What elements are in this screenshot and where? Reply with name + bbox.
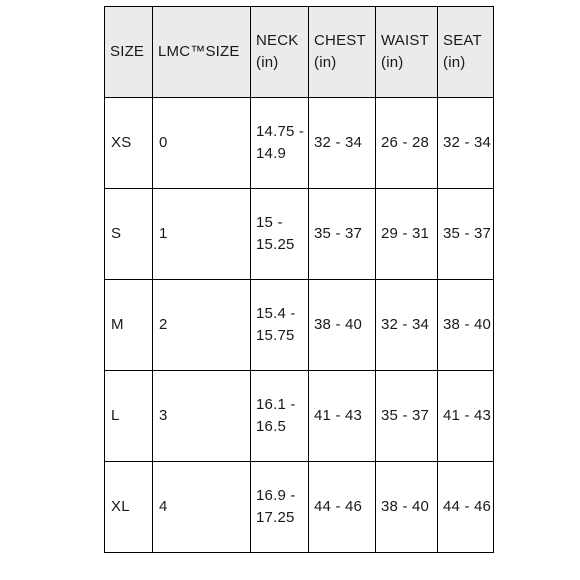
header-lmc-size: LMC™SIZE (153, 7, 251, 98)
table-row (105, 98, 494, 189)
header-row (105, 7, 494, 98)
cell-size: S (105, 189, 153, 280)
size-chart-table (104, 6, 494, 553)
cell-neck: 15.4 - 15.75 (251, 280, 309, 371)
header-size: SIZE (105, 7, 153, 98)
cell-neck: 15 - 15.25 (251, 189, 309, 280)
cell-size: L (105, 371, 153, 462)
cell-waist: 26 - 28 (376, 98, 438, 189)
table-row (105, 280, 494, 371)
header-waist: WAIST (in) (376, 7, 438, 98)
cell-seat: 41 - 43 (438, 371, 494, 462)
table-header (105, 7, 494, 98)
cell-seat: 44 - 46 (438, 462, 494, 553)
cell-seat: 38 - 40 (438, 280, 494, 371)
header-seat: SEAT (in) (438, 7, 494, 98)
cell-neck: 14.75 - 14.9 (251, 98, 309, 189)
cell-chest: 44 - 46 (309, 462, 376, 553)
cell-seat: 32 - 34 (438, 98, 494, 189)
cell-neck: 16.1 - 16.5 (251, 371, 309, 462)
cell-waist: 38 - 40 (376, 462, 438, 553)
cell-neck: 16.9 - 17.25 (251, 462, 309, 553)
table-row (105, 371, 494, 462)
cell-chest: 38 - 40 (309, 280, 376, 371)
cell-lmc-size: 3 (153, 371, 251, 462)
cell-waist: 29 - 31 (376, 189, 438, 280)
cell-lmc-size: 2 (153, 280, 251, 371)
cell-chest: 32 - 34 (309, 98, 376, 189)
table-row (105, 462, 494, 553)
cell-waist: 32 - 34 (376, 280, 438, 371)
cell-waist: 35 - 37 (376, 371, 438, 462)
cell-lmc-size: 4 (153, 462, 251, 553)
header-neck: NECK (in) (251, 7, 309, 98)
cell-lmc-size: 1 (153, 189, 251, 280)
table-body (105, 98, 494, 553)
cell-size: XS (105, 98, 153, 189)
cell-lmc-size: 0 (153, 98, 251, 189)
cell-size: M (105, 280, 153, 371)
header-chest: CHEST (in) (309, 7, 376, 98)
cell-chest: 35 - 37 (309, 189, 376, 280)
cell-seat: 35 - 37 (438, 189, 494, 280)
cell-size: XL (105, 462, 153, 553)
cell-chest: 41 - 43 (309, 371, 376, 462)
table-row (105, 189, 494, 280)
